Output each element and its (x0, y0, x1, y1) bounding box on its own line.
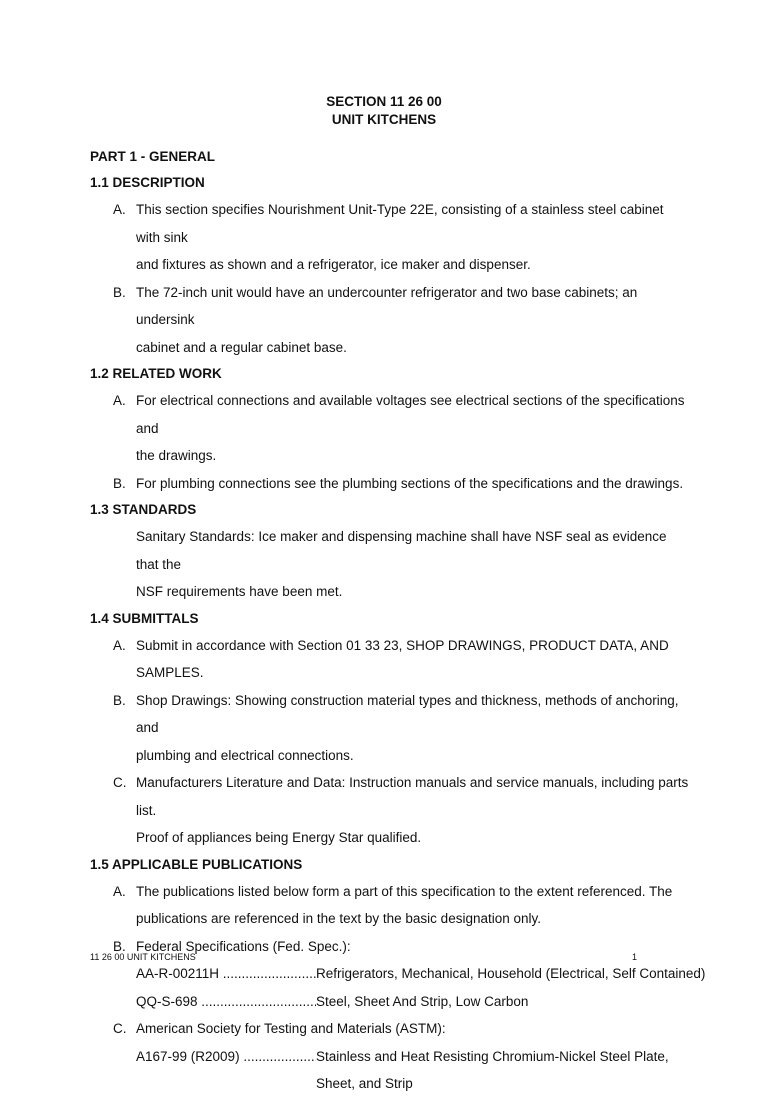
publication-title-continued: Sheet, and Strip (316, 1076, 413, 1091)
item-text: Manufacturers Literature and Data: Instruction manuals and service manuals, including parts list. (136, 775, 689, 818)
paragraph-text: Sanitary Standards: Ice maker and dispensing machine shall have NSF seal as evidence that the (136, 529, 667, 572)
item-label: A. (113, 393, 126, 408)
list-item (90, 632, 690, 687)
item-text: The 72-inch unit would have an undercounter refrigerator and two base cabinets; an undersink (136, 284, 638, 327)
list-item (90, 769, 690, 852)
standards-paragraph (90, 523, 690, 606)
heading-description: 1.1 DESCRIPTION (90, 175, 205, 190)
heading-submittals: 1.4 SUBMITTALS (90, 610, 199, 626)
footer-section-label: 11 26 00 UNIT KITCHENS (90, 952, 196, 962)
section-title: UNIT KITCHENS (331, 112, 437, 127)
list-item (90, 387, 690, 470)
publication-title: Steel, Sheet And Strip, Low Carbon (316, 993, 529, 1009)
publication-code: A167-99 (R2009) ..... (136, 1043, 316, 1071)
publication-title: Refrigerators, Mechanical, Household (Electrical, Self Contained) (316, 966, 706, 981)
item-text: and fixtures as shown and a refrigerator, ice maker and dispenser. (136, 257, 531, 272)
paragraph-text: NSF requirements have been met. (136, 584, 343, 599)
item-text: plumbing and electrical connections. (136, 747, 354, 763)
item-text: SAMPLES. (136, 665, 204, 680)
list-item (90, 196, 690, 279)
publication-entry (90, 1043, 690, 1071)
item-text: the drawings. (136, 448, 217, 463)
section-number: SECTION 11 26 00 (326, 94, 442, 109)
item-text: cabinet and a regular cabinet base. (136, 339, 347, 355)
heading-applicable-publications: 1.5 APPLICABLE PUBLICATIONS (90, 856, 303, 872)
publication-code: QQ-S-698 ..... (136, 988, 316, 1016)
item-text: American Society for Testing and Materials (ASTM): (136, 1021, 446, 1036)
item-label: B. (113, 938, 126, 954)
item-text: Submit in accordance with Section 01 33 23, SHOP DRAWINGS, PRODUCT DATA, AND (136, 637, 669, 653)
item-text: publications are referenced in the text by the basic designation only. (136, 911, 541, 926)
item-text: Shop Drawings: Showing construction material types and thickness, methods of anchoring, and (136, 692, 679, 735)
item-label: B. (113, 475, 126, 491)
publication-code: AA-R-00211H ..... (136, 960, 316, 988)
item-text: For electrical connections and available voltages see electrical sections of the specifications and (136, 393, 685, 436)
item-label: B. (113, 692, 126, 708)
list-item (90, 878, 690, 933)
item-text: This section specifies Nourishment Unit-Type 22E, consisting of a stainless steel cabinet with sink (136, 202, 664, 245)
list-item (90, 279, 690, 362)
list-item (90, 470, 690, 498)
item-label: A. (113, 202, 126, 217)
publication-title: Stainless and Heat Resisting Chromium-Nickel Steel Plate, (316, 1048, 669, 1064)
list-item (90, 1015, 690, 1043)
item-label: A. (113, 637, 126, 653)
item-text: The publications listed below form a part of this specification to the extent referenced. The (136, 883, 673, 899)
publication-entry (90, 960, 706, 988)
page-number: 1 (632, 952, 638, 962)
list-item (90, 687, 690, 770)
heading-standards: 1.3 STANDARDS (90, 502, 197, 517)
item-label: C. (113, 775, 127, 790)
item-text: Proof of appliances being Energy Star qualified. (136, 830, 422, 845)
publication-entry (90, 988, 690, 1016)
item-text: For plumbing connections see the plumbing sections of the specifications and the drawings. (136, 475, 684, 491)
item-text: Federal Specifications (Fed. Spec.): (136, 938, 351, 954)
item-label: C. (113, 1021, 127, 1036)
item-label: A. (113, 883, 126, 899)
heading-related-work: 1.2 RELATED WORK (90, 366, 222, 381)
item-label: B. (113, 284, 126, 300)
part-heading: PART 1 - GENERAL (90, 149, 216, 164)
